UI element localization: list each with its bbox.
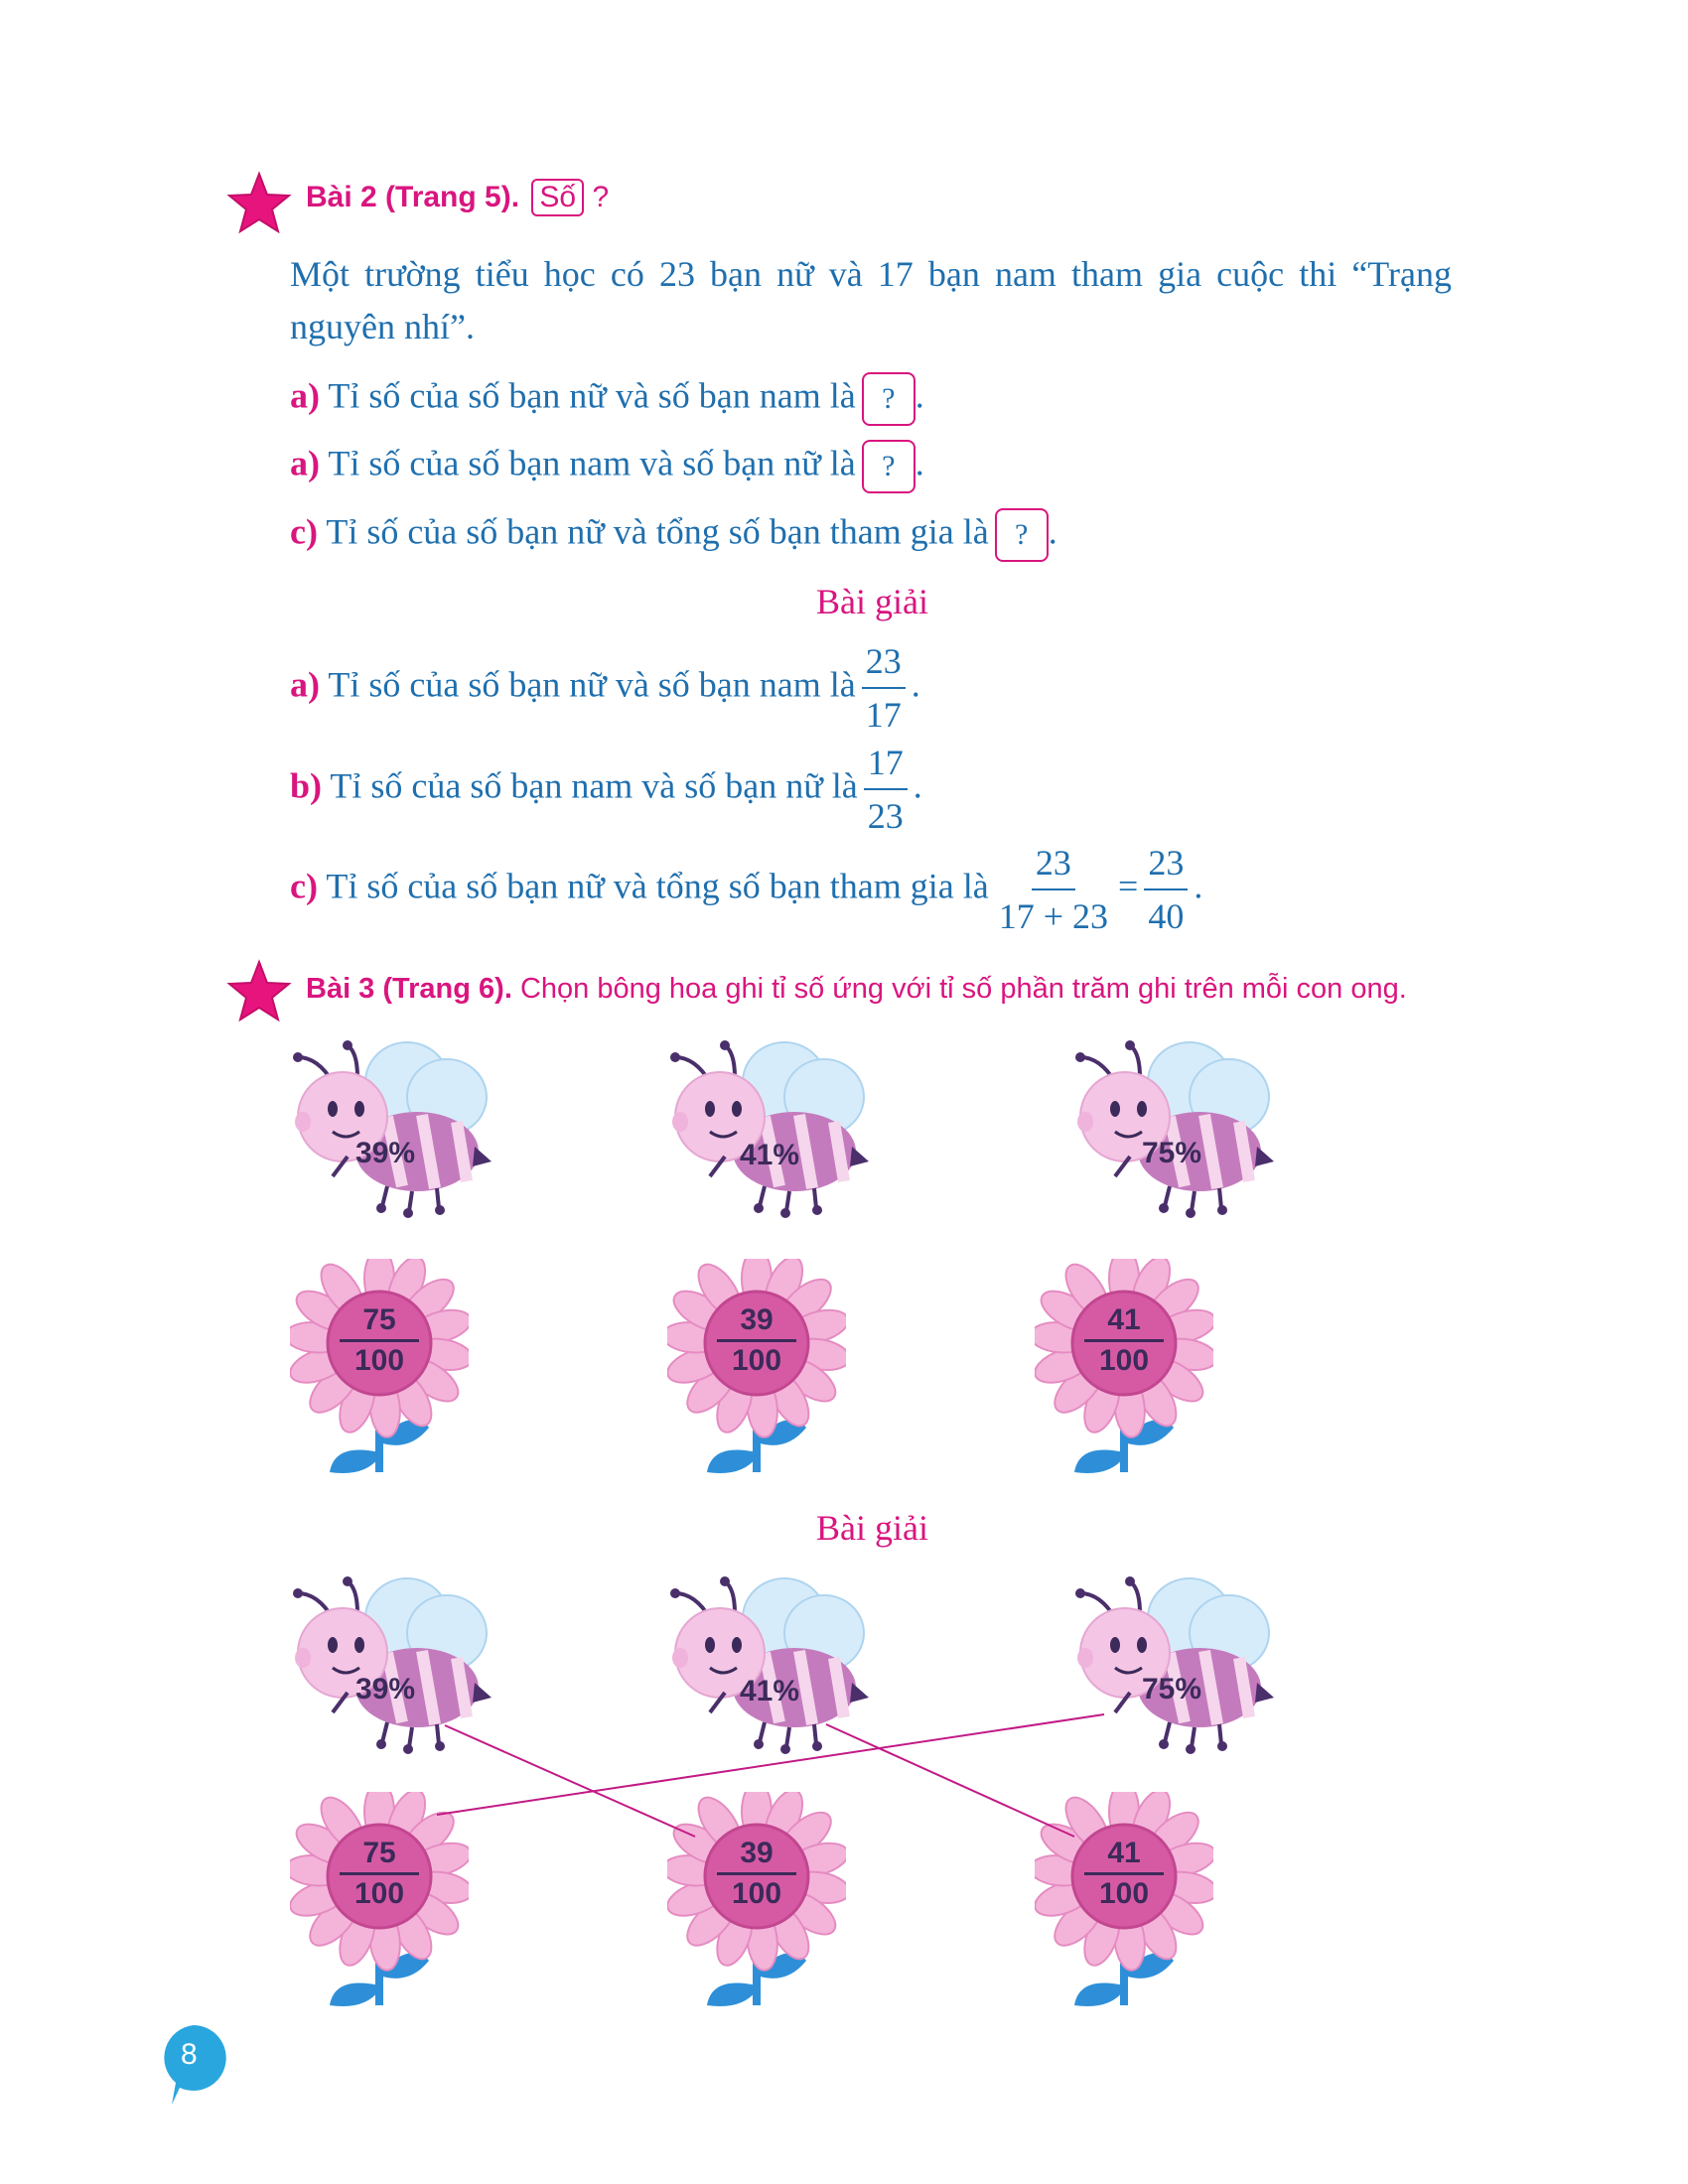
answer-label: b) xyxy=(290,765,323,806)
bee-percent: 41% xyxy=(740,1675,800,1707)
bai3-title: Bài 3 (Trang 6). xyxy=(306,973,512,1005)
bee-percent: 41% xyxy=(740,1139,800,1171)
flower-denominator: 100 xyxy=(353,1344,405,1377)
page-number: 8 xyxy=(181,2038,198,2071)
equals-sign: = xyxy=(1118,866,1139,906)
question-end: . xyxy=(914,443,924,483)
answer-text: Tỉ số của số bạn nữ và số bạn nam là xyxy=(328,664,856,705)
bee-percent: 75% xyxy=(1142,1673,1202,1706)
answer-text: Tỉ số của số bạn nữ và tổng số bạn tham gia là xyxy=(326,866,989,906)
bai3-instruction: Chọn bông hoa ghi tỉ số ứng với tỉ số phần trăm ghi trên mỗi con ong. xyxy=(519,973,1407,1005)
answer-box[interactable]: ? xyxy=(862,372,915,426)
numerator: 23 xyxy=(862,635,906,689)
question-label: a) xyxy=(290,443,320,483)
bai2-intro-line1: Một trường tiểu học có 23 bạn nữ và 17 bạn nam tham gia cuộc thi “Trạng xyxy=(290,254,1452,294)
flower-numerator: 39 xyxy=(717,1835,796,1875)
flower-numerator: 39 xyxy=(717,1301,796,1342)
question-end: . xyxy=(914,375,924,416)
answer-label: c) xyxy=(290,866,318,906)
answer-text: Tỉ số của số bạn nam và số bạn nữ là xyxy=(330,765,858,806)
denominator: 17 + 23 xyxy=(998,896,1109,936)
numerator: 23 xyxy=(1032,837,1075,890)
bai2-title: Bài 2 (Trang 5). xyxy=(306,181,520,213)
question-text: Tỉ số của số bạn nữ và tổng số bạn tham gia là xyxy=(326,511,989,552)
flower-numerator: 41 xyxy=(1084,1301,1164,1342)
flower-denominator: 100 xyxy=(353,1877,405,1910)
numerator: 23 xyxy=(1144,837,1188,890)
numerator: 17 xyxy=(864,737,908,790)
bai2-question-mark: ? xyxy=(592,181,610,213)
flower-numerator: 75 xyxy=(340,1835,419,1875)
answer-end: . xyxy=(1194,866,1203,906)
answer-end: . xyxy=(913,765,922,806)
flower-denominator: 100 xyxy=(1098,1344,1150,1377)
match-line-41 xyxy=(826,1724,1074,1837)
denominator: 23 xyxy=(867,796,904,836)
question-label: c) xyxy=(290,511,318,552)
bai2-intro-line2: nguyên nhí”. xyxy=(290,307,475,346)
answer-box[interactable]: ? xyxy=(862,440,915,493)
flower-denominator: 100 xyxy=(731,1877,782,1910)
denominator: 17 xyxy=(865,695,902,735)
bee-percent: 75% xyxy=(1142,1137,1202,1169)
denominator: 40 xyxy=(1148,896,1185,936)
bai2-boxed-label: Số xyxy=(531,179,584,216)
bai2-solution-title: Bài giải xyxy=(816,582,928,621)
question-text: Tỉ số của số bạn nữ và số bạn nam là xyxy=(328,375,856,416)
question-text: Tỉ số của số bạn nam và số bạn nữ là xyxy=(328,443,856,483)
match-line-75 xyxy=(437,1714,1104,1815)
bai3-solution-title: Bài giải xyxy=(816,1508,928,1548)
answer-end: . xyxy=(911,664,920,705)
bee-percent: 39% xyxy=(355,1673,416,1706)
flower-numerator: 41 xyxy=(1084,1835,1164,1875)
answer-label: a) xyxy=(290,664,320,705)
question-label: a) xyxy=(290,375,320,416)
flower-denominator: 100 xyxy=(731,1344,782,1377)
flower-numerator: 75 xyxy=(340,1301,419,1342)
question-end: . xyxy=(1048,511,1057,552)
answer-box[interactable]: ? xyxy=(995,508,1049,562)
flower-denominator: 100 xyxy=(1098,1877,1150,1910)
bee-percent: 39% xyxy=(355,1137,416,1169)
